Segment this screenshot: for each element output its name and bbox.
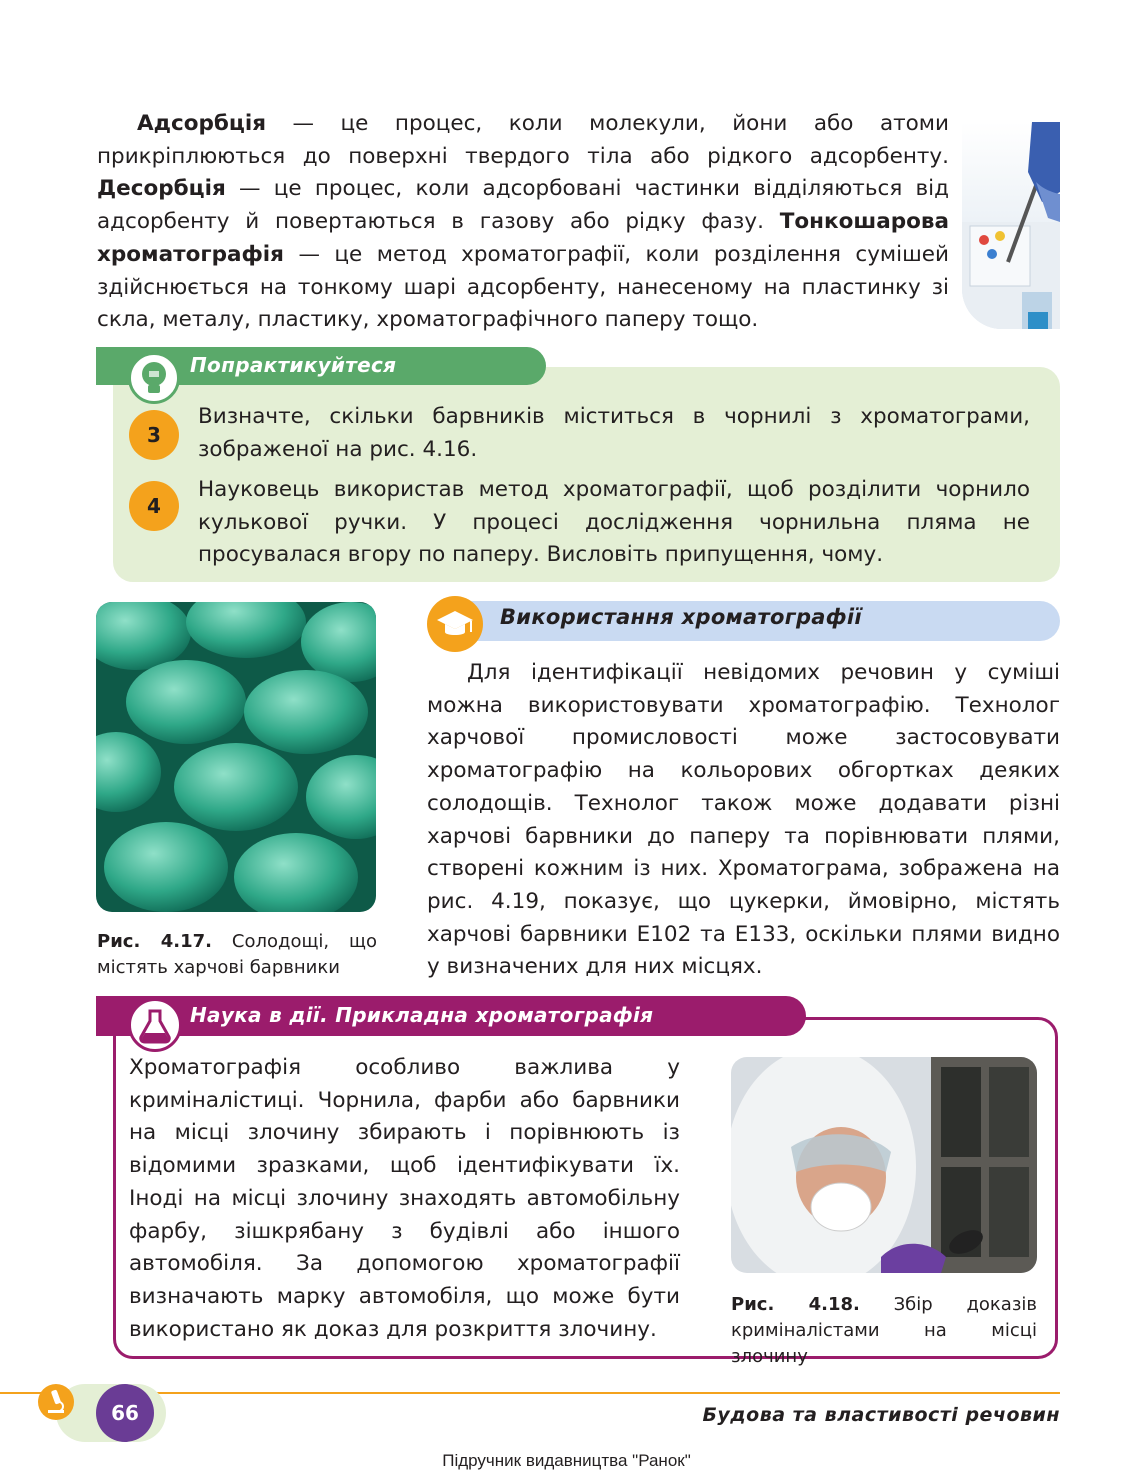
figure-4-18-label: Рис. 4.18. [731,1294,860,1315]
usage-paragraph: Для ідентифікації невідомих речовин у суміші можна використовувати хроматографію. Технолог харчової промисловості може застосовувати хроматографію на кольорових обгортках деяких солодощів. Технолог також може додавати різні харчові барвники до паперу та порівнювати плями, створені кожним із них. Хроматограма, зображена на рис. 4.19, показує, що цукерки, ймовірно, містять харчові барвники E102 та E133, оскільки плями видно у визначених для них місцях. [427,660,1060,980]
figure-4-18-text: Збір доказів криміналістами на місці злочину [731,1294,1037,1367]
task-number-3: 3 [129,410,179,460]
forensic-scientist-image [731,1057,1037,1273]
graduation-cap-icon [427,596,483,652]
term-tlc: Тонкошарова хроматографія [97,209,949,267]
practice-title: Попрактикуйтеся [190,353,397,377]
task-3-text: Визначте, скільки барвників міститься в чорнилі з хроматограми, зображеної на рис. 4.16. [198,404,1030,462]
publisher-note: Підручник видавництва "Ранок" [442,1451,691,1470]
figure-4-18-caption [731,1292,1037,1370]
lightbulb-puzzle-icon [128,352,180,404]
footer-chapter-title: Будова та властивості речовин [702,1404,1060,1426]
candies-image [96,602,376,912]
term-desorption: Десорбція [97,176,226,202]
figure-4-17-label: Рис. 4.17. [97,931,212,952]
intro-paragraph [97,108,949,337]
flask-icon [128,998,182,1052]
term-adsorption: Адсорбція [137,111,267,136]
task-number-4: 4 [129,481,179,531]
usage-title: Використання хроматографії [500,605,862,629]
science-title: Наука в дії. Прикладна хроматографія [190,1003,654,1027]
microscope-icon [38,1384,74,1420]
lab-pipette-image [962,122,1060,329]
intro-text-1: — це процес, коли молекули, йони або атоми прикріплюються до поверхні твердого тіла або рідкого адсорбенту. [97,111,949,169]
task-4-text: Науковець використав метод хроматографії, щоб розділити чорнило кулькової ручки. У процесі дослідження чорнильна пляма не просувалася вгору по паперу. Висловіть припущення, чому. [198,477,1030,568]
intro-text-2: — це процес, коли адсорбовані частинки відділяються від адсорбенту й повертаються в газову або рідку фазу. [97,176,949,235]
figure-4-17-text: Солодощі, що містять харчові барвники [97,931,377,978]
science-paragraph: Хроматографія особливо важлива у криміналістиці. Чорнила, фарби або барвники на місці злочину збирають і порівнюють із відомими зразками, щоб ідентифікувати їх. Іноді на місці злочину знаходять автомобільну фарбу, зішкрябану з будівлі або іншого автомобіля. За допомогою хроматографії визначають марку автомобіля, що може бути використано як доказ для розкриття злочину. [129,1055,680,1342]
figure-4-17-caption [97,929,377,981]
intro-text-3: — це метод хроматографії, коли розділення сумішей здійснюється на тонкому шарі адсорбенту, нанесеному на пластинку зі скла, металу, пластику, хроматографічного паперу тощо. [97,241,949,333]
page-number: 66 [96,1384,154,1442]
